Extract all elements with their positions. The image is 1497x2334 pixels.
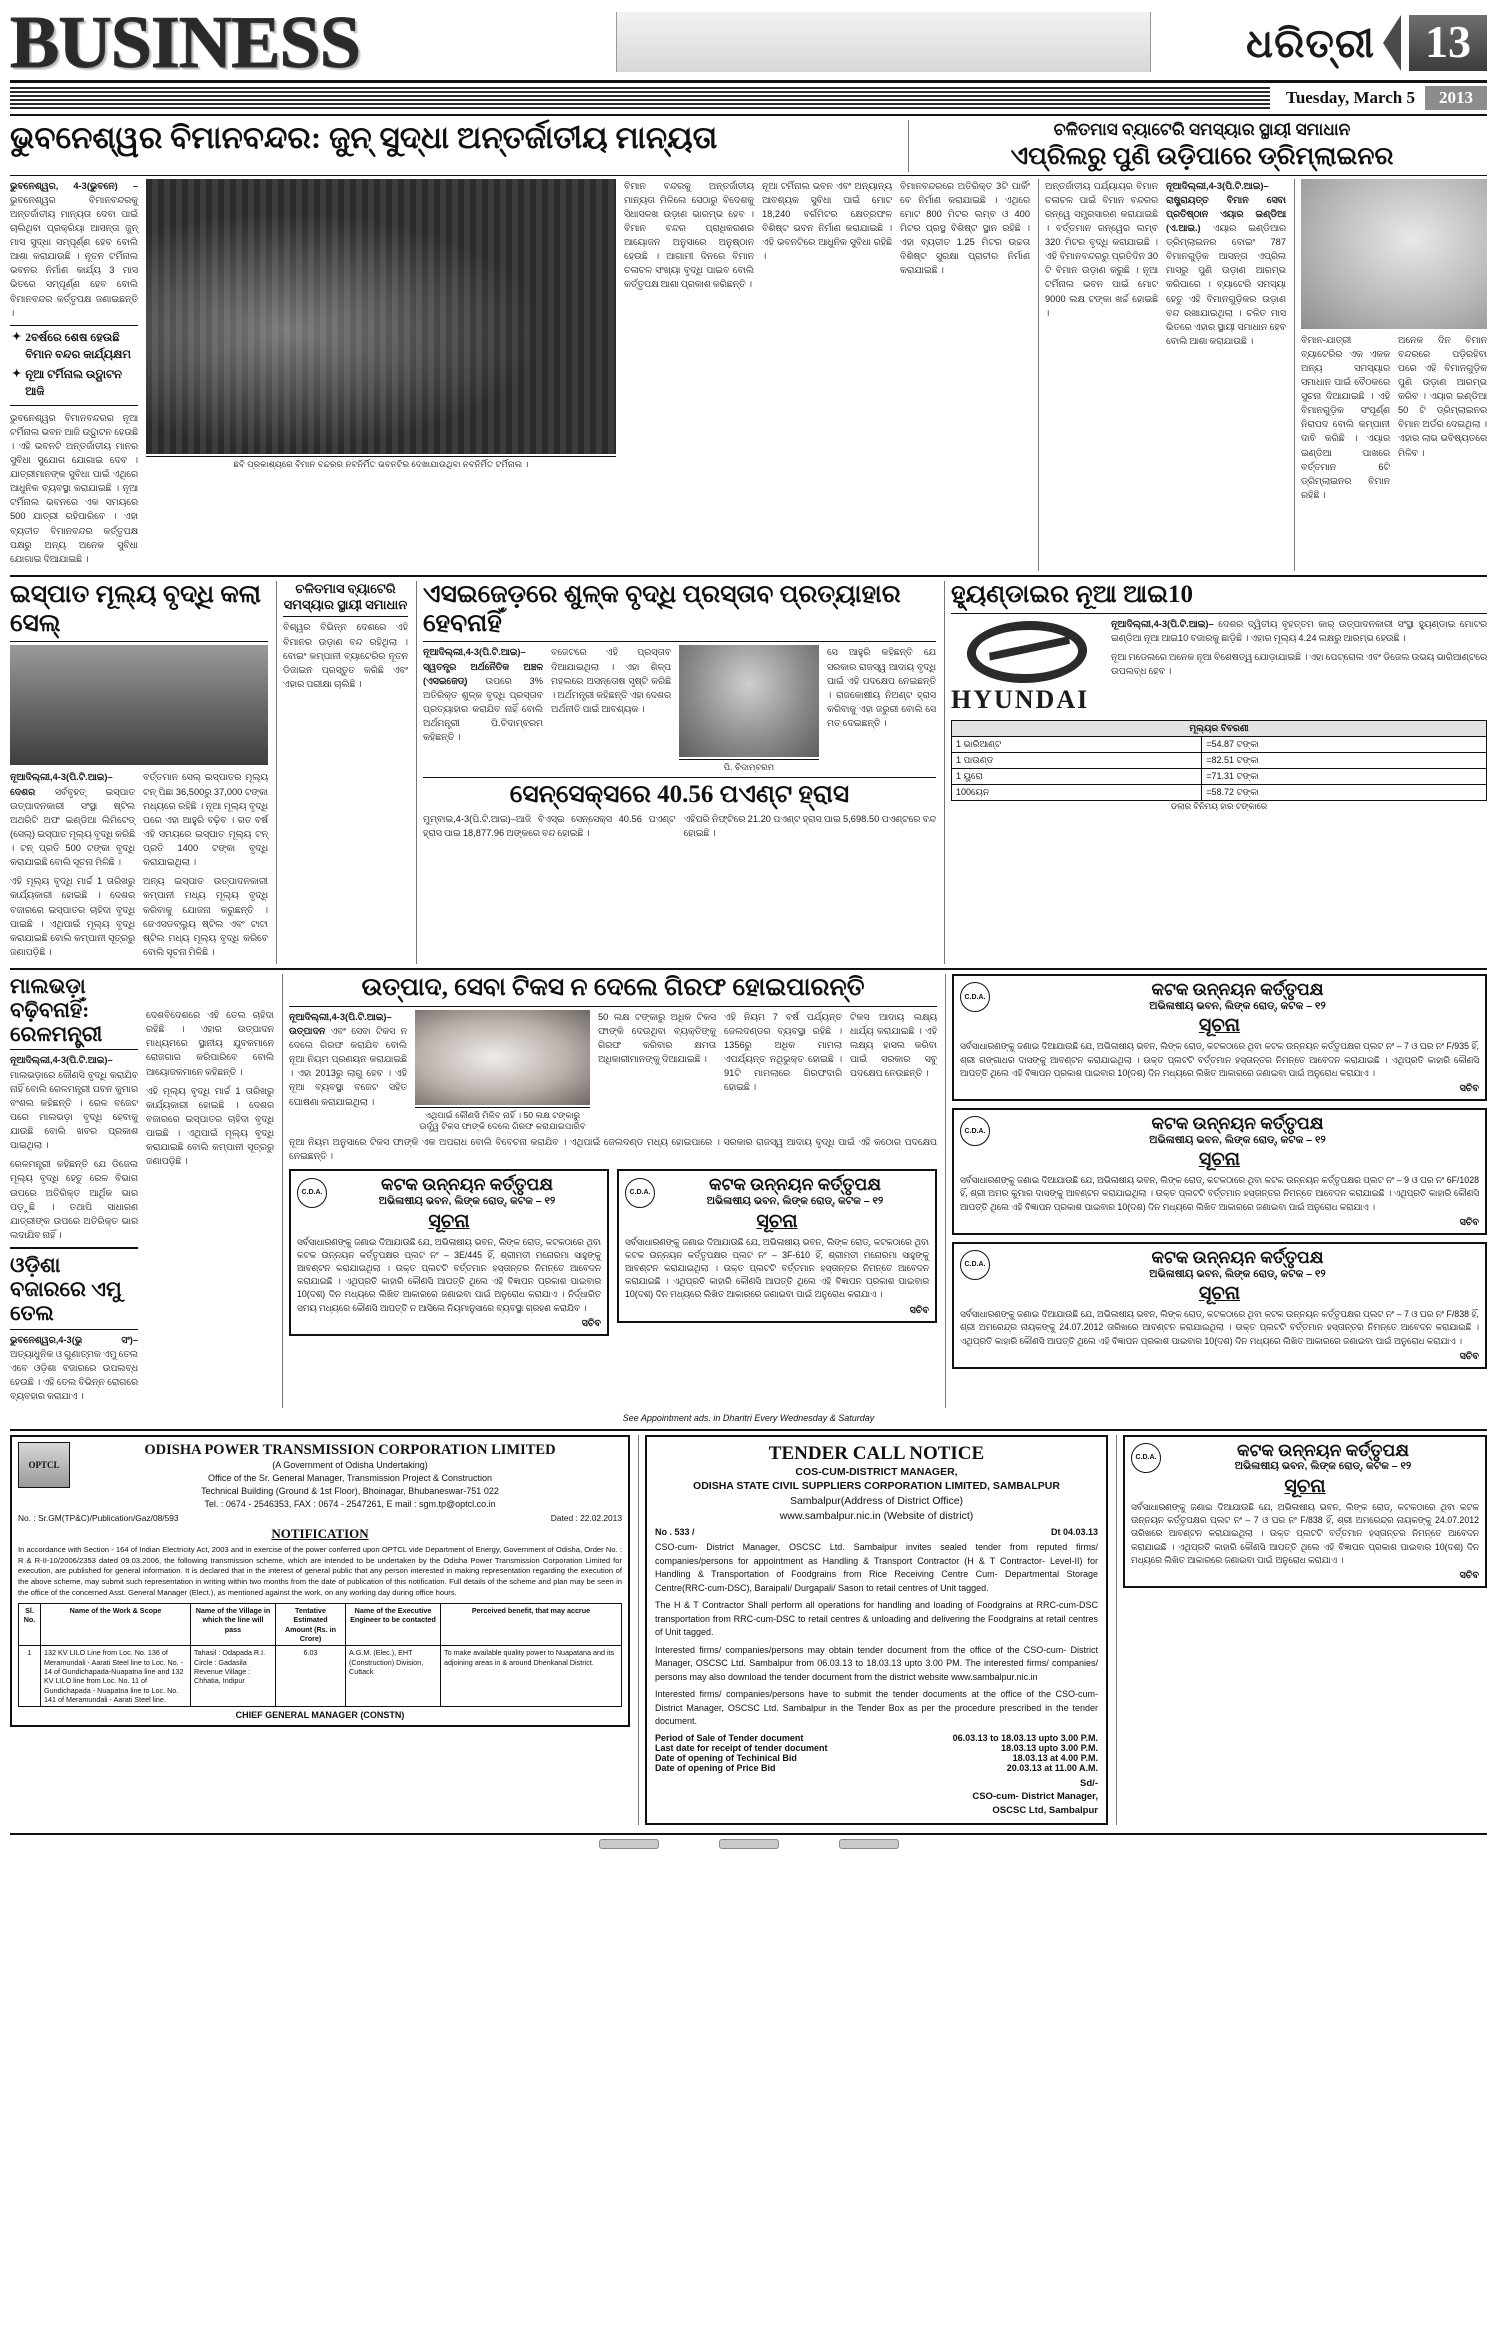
cda-notice-heading: ସୂଚନା [1198,1015,1241,1037]
airport-photo [146,179,616,454]
cda-notice-heading: ସୂଚନା [1198,1149,1241,1171]
airport-photo-caption: ଛବି ପ୍ରକାଶ୍ୟରେ ବିମାନ ବନ୍ଦରର ନବନିର୍ମିତ ଭବନଟିର ଦେଖାଯାଉଥିବା ନବନିର୍ମିତ ଟର୍ମିନାଲ । [146,456,616,470]
mid-kicker: ଚଳିତମାସ ବ୍ୟାଟେରି ସମସ୍ୟାର ସ୍ଥାୟୀ ସମାଧାନ [283,580,408,613]
cda-notice-4 [952,1108,1487,1235]
sez-para: ସେ ଆହୁରି କହିଛନ୍ତି ଯେ ସରକାର ରାଜସ୍ୱ ଆଦାୟ ବୃଦ୍ଧି ପାଇଁ ଏହି ପଦକ୍ଷେପ ନେଇଛନ୍ତି । ରାଜକୋଷୀୟ ନିଅଣ୍ଟ ହ୍ରାସ କରିବାକୁ ଏହା ଜରୁରୀ ବୋଲି ସେ ମତ ଦେଇଛନ୍ତି । [827,647,936,729]
lead-col-b [624,179,754,571]
dateline-date: Tuesday, March 5 [1276,86,1425,110]
sensex-para: ଏହିପରି ନିଫ୍‌ଟିରେ 21.20 ପଏଣ୍ଟ ହ୍ରାସ ପାଇ 5,698.50 ପଏଣ୍ଟରେ ବନ୍ଦ ହୋଇଛି । [683,814,936,839]
lead-para: ନୂଆ ଟର୍ମିନାଲ ଭବନ ଏବଂ ଅନ୍ୟାନ୍ୟ ଆବଶ୍ୟକ ସୁବିଧା ପାଇଁ ମୋଟ 18,240 ବର୍ଗମିଟର କ୍ଷେତ୍ରଫଳ ବିଶିଷ୍ଟ ଭବନ ନିର୍ମାଣ କରାଯାଇଛି । ଏହି ଭବନଟିରେ ଆଧୁନିକ ସୁବିଧା ରହିଛି । [762,180,892,262]
cda-signature: ସଚିବ [1459,1350,1479,1362]
price-row-value: =58.72 ଟଙ୍କା [1202,784,1487,800]
cda-subtitle: ଅଭିଳାଷୀୟ ଭବନ, ଲିଙ୍କ ରୋଡ୍, କଟକ – ୧୨ [1234,1460,1412,1473]
tender-sign-1: Sd/- [1080,1777,1098,1789]
cda-subtitle: ଅଭିଳାଷୀୟ ଭବନ, ଲିଙ୍କ ରୋଡ୍, କଟକ – ୧୨ [1149,1133,1326,1146]
footer-marker [719,1839,779,1849]
cda-signature: ସଚିବ [581,1317,601,1329]
lead-para: ବିମାନ ବନ୍ଦରକୁ ଅନ୍ତର୍ଜାତୀୟ ମାନ୍ୟତା ମିଳିଲେ ସେଠାରୁ ବିଦେଶକୁ ସିଧାସଳଖ ଉଡ଼ାଣ ଭାରମ୍ଭ ହେବ । ବିମାନ ବନ୍ଦର ପ୍ରାଧିକରଣର ଆୟୋଜନ ଅନୁସାରେ ଅନୁଷ୍ଠାନ ହେଉଛି । ଆଗାମୀ ଦିନରେ ବିମାନ ଚଳାଚଳ ସଂଖ୍ୟା ବୃଦ୍ଧି ପାଇବ ବୋଲି କର୍ତ୍ତୃପକ୍ଷ ଆଶା ପ୍ରକାଶ କରିଛନ୍ତି । [624,180,754,290]
table-row [19,1646,622,1707]
section-rule-1 [10,575,1487,577]
railway-para: ରେଳମନ୍ତ୍ରୀ କହିଛନ୍ତି ଯେ ଡିଜେଲ ମୂଲ୍ୟ ବୃଦ୍ଧି ହେତୁ ରେଳ ବିଭାଗ ଉପରେ ଅତିରିକ୍ତ ଆର୍ଥିକ ଭାର ପଡ଼ୁଛି । ତଥାପି ସାଧାରଣ ଯାତ୍ରୀଙ୍କ ଉପରେ ଅତିରିକ୍ତ ଭାର ଲଦାଯିବ ନାହିଁ । [10,1159,138,1240]
tender-label: Date of opening of Price Bid [655,1762,776,1773]
arrest-story [282,974,937,1408]
optcl-logo-label: OPTCL [28,1459,60,1470]
cda-signature: ସଚିବ [909,1304,929,1316]
cell-slno: 1 [19,1646,41,1707]
cda-notice-heading: ସୂଚନା [428,1210,470,1232]
cell-village: Tahasil : Odapada R.I. Circle : Gadasila Revenue Village : Chhatia, Indipur [191,1646,276,1707]
oil-headline: ଓଡ଼ିଶା ବଜାରରେ ଏମୁ ତେଲ [10,1253,122,1326]
tender-value: 18.03.13 at 4.00 P.M. [1012,1752,1098,1763]
optcl-subtitle: (A Government of Odisha Undertaking) [272,1459,428,1470]
cda-title: କଟକ ଉନ୍ନୟନ କର୍ତ୍ତୃପକ୍ଷ [709,1175,881,1195]
cda-notice-2 [617,1169,937,1342]
cda-subtitle: ଅଭିଳାଷୀୟ ଭବନ, ଲିଙ୍କ ରୋଡ୍, କଟକ – ୧୨ [706,1195,884,1208]
lead-headline: ଭୁବନେଶ୍ୱର ବିମାନବନ୍ଦର: ଜୁନ୍ ସୁଦ୍ଧା ଅନ୍ତର୍ଜାତୀୟ ମାନ୍ୟତା [10,120,718,156]
tender-schedule-row [655,1763,1098,1773]
cda-title: କଟକ ଉନ୍ନୟନ କର୍ତ୍ତୃପକ୍ଷ [1151,980,1324,1000]
hyundai-headline: ହ୍ୟୁଣ୍ଡାଇର ନୂଆ ଆଇ10 [951,580,1194,608]
top-headline-row [10,120,1487,171]
topright-sub-para: ଅନେକ ଦିନ ବିମାନ ବନ୍ଦରରେ ପଡ଼ିରହିବା ପରେ ଏହି ବିମାନଗୁଡ଼ିକ ପୁଣି ଉଡ଼ାଣ ଆରମ୍ଭ କରିବ । ଏୟାର ଇଣ୍ଡିଆ 50 ଟି ଡ୍ରିମ୍‌ଲାଇନର ବିମାନ ଅର୍ଡର ଦେଇଥିଲା । ଏହାର ଲାଭ ଭବିଷ୍ୟତରେ ମିଳିବ । [1398,334,1487,458]
lead-dateline: ଭୁବନେଶ୍ୱର, 4-3(ଭୁବନେ) – [10,180,138,191]
bullet-text: 2ବର୍ଷରେ ଶେଷ ହେଉଛି ବିମାନ ବନ୍ଦର କାର୍ଯ୍ୟକ୍ଷମ [25,331,131,361]
plane-photo-block [1294,179,1487,571]
hyundai-emblem-icon [964,621,1091,683]
cda-subtitle: ଅଭିଳାଷୀୟ ଭବନ, ଲିଙ୍କ ରୋଡ୍, କଟକ – ୧୨ [378,1195,556,1208]
topright-para: ଏୟାର ଇଣ୍ଡିଆର ଡ୍ରିମ୍‌ଲାଇନର ବୋଇଂ 787 ବିମାନଗୁଡ଼ିକ ଆସନ୍ତା ଏପ୍ରିଲ ମାସରୁ ପୁଣି ଉଡ଼ାଣ ଆରମ୍ଭ କରିପାରେ । ବ୍ୟାଟେରି ସମସ୍ୟା ହେତୁ ଏହି ବିମାନଗୁଡ଼ିକର ଉଡ଼ାଣ ବନ୍ଦ ରଖାଯାଇଥିଲା । ଚଳିତ ମାସ ଭିତରେ ଏହାର ସ୍ଥାୟୀ ସମାଧାନ ହେବ ବୋଲି ଆଶା କରାଯାଉଛି । [1166,222,1286,346]
top-content-row [10,179,1487,571]
steel-extra-col [276,581,408,964]
oil-dateline: ଭୁବନେଶ୍ୱର,4-3(ଭୁ ସଂ)– [10,1334,138,1345]
tender-body-1: CSO-cum- District Manager, OSCSC Ltd. Sambalpur invites sealed tender from reputed firms/ companies/persons for appointment as Handling & Transport Contractor (H & T Contractor- Level-II) for Handling & Transportation of Foodgrains from Rice Receiving Centre Cum- Departmental Storage Centre(RRC-cum-DSC), Baraipali/ Durgapali/ Sason to retail centres of Unit tagged. [655,1542,1098,1593]
price-row-label: 1 ଭାରିଆଣ୍ଟ [952,736,1202,752]
cda-logo-icon: C.D.A. [1131,1443,1161,1473]
sez-para: ବଜେଟରେ ଏହି ପ୍ରସ୍ତାବ ଦିଆଯାଇଥିଲା । ଏହା ଶିଳ୍ପ ମହଲରେ ଅସନ୍ତୋଷ ସୃଷ୍ଟି କରିଛି । ଅର୍ଥମନ୍ତ୍ରୀ କହିଛନ୍ତି ଏହା ଦେଶର ଅର୍ଥନୀତି ପାଇଁ ଆବଶ୍ୟକ । [551,647,671,714]
tender-sign-2: CSO-cum- District Manager, [972,1791,1098,1803]
topright-dateline: ନୂଆଦିଲ୍ଲୀ,4-3(ପି.ଟି.ଆଇ)–ରାଷ୍ଟ୍ରାୟତ୍ତ ବିମାନ ସେବା ପ୍ରତିଷ୍ଠାନ ଏୟାର ଇଣ୍ଡିଆ (ଏ.ଆଇ.) [1166,180,1286,233]
topright-col-a [1038,179,1158,571]
col-header-amount: Tentative Estimated Amount (Rs. in Crore) [276,1603,346,1645]
tender-schedule-row [655,1753,1098,1763]
col-header-benefit: Perceived benefit, that may accrue [441,1603,622,1645]
optcl-scheme-table [18,1603,622,1708]
price-row-label: 1 ପାଉଣ୍ଡ [952,752,1202,768]
lead-col-d [900,179,1030,571]
cell-benefit: To make available quality power to Nuapatana and its adjoining areas in & around Dhenkanal District. [441,1646,622,1707]
masthead-right [1157,8,1487,78]
lead-col-c [762,179,892,571]
dateline-year: 2013 [1425,86,1487,110]
cda-notice-3 [952,974,1487,1101]
cda-body: ସର୍ବସାଧାରଣଙ୍କୁ ଜଣାଇ ଦିଆଯାଉଛି ଯେ, ଅଭିଳାଷୀୟ ଭବନ, ଲିଙ୍କ ରୋଡ୍, କଟକଠାରେ ଥିବା କଟକ ଉନ୍ନୟନ କର୍ତ୍ତୃପକ୍ଷର ପ୍ଲଟ ନଂ – 3F-610 ହିଁ, ଶ୍ରୀମତୀ ମନୋରମା ସାହୁଙ୍କୁ ଆବଣ୍ଟନ କରାଯାଇଥିଲା । ଉକ୍ତ ପ୍ଲଟଟି ବର୍ତ୍ତମାନ ହସ୍ତାନ୍ତର ନିମନ୍ତେ ଆବେଦନ କରାଯାଇଛି । ଏଥିପ୍ରତି କାହାରି କୌଣସି ଆପତ୍ତି ଥିଲେ ଏହି ବିଜ୍ଞାପନ ପ୍ରକାଶ ପାଇବାର 10(ଦଶ) ଦିନ ମଧ୍ୟରେ ଲିଖିତ ଆକାରରେ ଜଣାଇବା ପାଇଁ ଅନୁରୋଧ କରାଯାଏ । [625,1236,929,1300]
tender-schedule-row [655,1743,1098,1753]
table-header-row [19,1603,622,1645]
cda-logo-icon: C.D.A. [960,982,990,1012]
cda-notice-5 [952,1242,1487,1369]
arrest-para: ଏବଂ ସେବା ଟିକସ ନ ଦେଲେ ଗିରଫ କରାଯିବ ବୋଲି ନୂଆ ନିୟମ ପ୍ରଣୟନ କରାଯାଇଛି । ଏହା 2013ରୁ ଲାଗୁ ହେବ । ଏହି ନୂଆ ବ୍ୟବସ୍ଥା ବଜେଟ ସହିତ ଘୋଷଣା କରାଯାଇଥିଲା । [289,1025,407,1107]
mid-para: ବିଶ୍ୱର ବିଭିନ୍ନ ଦେଶରେ ଏହି ବିମାନର ଉଡ଼ାଣ ବନ୍ଦ ରହିଥିଲା । ବୋଇଂ କମ୍ପାନୀ ବ୍ୟାଟେରିର ନୂତନ ଡିଜାଇନ ପ୍ରସ୍ତୁତ କରିଛି ଏବଂ ଏହାର ପରୀକ୍ଷା ଚାଲିଛି । [283,622,408,689]
filler-para: ଏହି ମୂଲ୍ୟ ବୃଦ୍ଧି ମାର୍ଚ୍ଚ 1 ତାରିଖରୁ କାର୍ଯ୍ୟକାରୀ ହୋଇଛି । ଦେଶର ବଜାରରେ ଇସ୍ପାତର ଚାହିଦା ବୃଦ୍ଧି ପାଇଛି । ଏଥିପାଇଁ ମୂଲ୍ୟ ବୃଦ୍ଧି କରାଯାଇଛି ବୋଲି କମ୍ପାନୀ ସୂତ୍ରରୁ ଜଣାପଡ଼ିଛି । [146,1085,274,1167]
sez-para: ଉପରେ 3% ଅତିରିକ୍ତ ଶୁଳ୍କ ବୃଦ୍ଧି ପ୍ରସ୍ତାବ ପ୍ରତ୍ୟାହାର କରାଯିବ ନାହିଁ ବୋଲି ଅର୍ଥମନ୍ତ୍ରୀ ପି.ଚିଦାମ୍ବରମ କହିଛନ୍ତି । [423,675,543,743]
cda-title: କଟକ ଉନ୍ନୟନ କର୍ତ୍ତୃପକ୍ଷ [1237,1440,1409,1460]
arrest-para: ନୂଆ ନିୟମ ଅନୁସାରେ ଟିକସ ଫାଙ୍କି ଏକ ଅପରାଧ ବୋଲି ବିବେଚନା କରାଯିବ । ଏଥିପାଇଁ ଜେଲଦଣ୍ଡ ମଧ୍ୟ ହୋଇପାରେ । ସରକାର ରାଜସ୍ୱ ଆଦାୟ ବୃଦ୍ଧି ପାଇଁ ଏହି କଠୋର ପଦକ୍ଷେପ ନେଇଛନ୍ତି । [289,1137,937,1162]
cda-title: କଟକ ଉନ୍ନୟନ କର୍ତ୍ତୃପକ୍ଷ [1151,1247,1324,1267]
steel-dateline: ନୂଆଦିଲ୍ଲୀ,4-3(ପି.ଟି.ଆଇ)–ଦେଶର [10,772,113,797]
left-stories-col-b [146,974,274,1408]
oil-para: ଦେଶବିଦେଶରେ ଏହି ତେଲ ଚାହିଦା ରହିଛି । ଏହାର ଉତ୍ପାଦନ ମାଧ୍ୟମରେ ସ୍ଥାନୀୟ ଯୁବକମାନେ ରୋଜଗାର କରିପାରିବେ ବୋଲି ଆୟୋଜକମାନେ କହିଛନ୍ତି । [146,1010,274,1077]
tender-sign-3: OSCSC Ltd, Sambalpur [992,1804,1098,1816]
hyundai-para: ନୂଆ ମଡେଲରେ ଅନେକ ନୂଆ ବିଶେଷତ୍ୱ ଯୋଡ଼ାଯାଇଛି । ଏହା ପେଟ୍ରୋଲ ଏବଂ ଡିଜେଲ ଉଭୟ ଭାରିଆଣ୍ଟରେ ଉପଲବ୍ଧ ହେବ । [1111,651,1487,677]
money-photo-caption: ଏଥିପାଇଁ କୌଣସି ମିଳିବ ନାହିଁ । 50 ଲକ୍ଷ ଟଙ୍କାରୁ ଊର୍ଦ୍ଧ୍ୱ ଟିକସ ଫାଙ୍କି ଦେଲେ ଗିରଫ କରାଯାଇପାରିବ [415,1107,590,1132]
arrest-headline: ଉତ୍ପାଦ, ସେବା ଟିକସ ନ ଦେଲେ ଗିରଫ ହୋଇପାରନ୍ତି [361,974,865,1002]
bottom-right-col [1116,1435,1487,1825]
lead-intro-text: ଭୁବନେଶ୍ୱର ବିମାନବନ୍ଦରକୁ ଅନ୍ତର୍ଜାତୀୟ ମାନ୍ୟତା ଦେବା ପାଇଁ ଚାଲିଥିବା ପ୍ରକ୍ରିୟା ଆସନ୍ତା ଜୁନ୍ ମାସ ସୁଦ୍ଧା ସମ୍ପୂର୍ଣ୍ଣ ହେବ ବୋଲି ଆଶା କରାଯାଉଛି । ନୂତନ ଟର୍ମିନାଲ ଭବନର ନିର୍ମାଣ କାର୍ଯ୍ୟ 3 ମାସ ଭିତରେ ସମ୍ପୂର୍ଣ୍ଣ ହେବ ବୋଲି ବିମାନବନ୍ଦର କର୍ତ୍ତୃପକ୍ଷ ଜଣାଇଛନ୍ତି । [10,194,138,318]
cda-notice-1 [289,1169,609,1342]
cda-notice-heading: ସୂଚନା [756,1210,798,1232]
topright-headline-block [908,120,1487,171]
railway-dateline: ନୂଆଦିଲ୍ଲୀ,4-3(ପି.ଟି.ଆଇ)– [10,1055,113,1066]
masthead [10,2,1487,84]
lead-headline-block [10,120,900,171]
tender-no: No . 533 / [655,1527,695,1538]
cda-logo-icon: C.D.A. [960,1250,990,1280]
lead-photo-block [146,179,616,571]
chidambaram-photo [679,645,819,757]
col-header-work: Name of the Work & Scope [41,1603,191,1645]
bullet-text: ନୂଆ ଟର୍ମିନାଲ ଉଦ୍ଘାଟନ ଆଜି [25,369,122,398]
cda-body: ସର୍ବସାଧାରଣଙ୍କୁ ଜଣାଇ ଦିଆଯାଉଛି ଯେ, ଅଭିଳାଷୀୟ ଭବନ, ଲିଙ୍କ ରୋଡ୍, କଟକଠାରେ ଥିବା କଟକ ଉନ୍ନୟନ କର୍ତ୍ତୃପକ୍ଷର ପ୍ଲଟ ନଂ – 7 ଓ ଘର ନଂ F/838 ହିଁ, ଶ୍ରୀ ଅମରେନ୍ଦ୍ର ନାୟକଙ୍କୁ 24.07.2012 ତାରିଖରେ ଆବଣ୍ଟନ କରାଯାଇଥିଲା । ଉକ୍ତ ପ୍ଲଟଟି ବର୍ତ୍ତମାନ ହସ୍ତାନ୍ତର ନିମନ୍ତେ ଆବେଦନ କରାଯାଇଛି । ଏଥିପ୍ରତି କାହାରି କୌଣସି ଆପତ୍ତି ଥିଲେ ଏହି ବିଜ୍ଞାପନ ପ୍ରକାଶ ପାଇବାର 10(ଦଶ) ଦିନ ମଧ୍ୟରେ ଲିଖିତ ଆକାରରେ ଜଣାଇବା ପାଇଁ ଅନୁରୋଧ କରାଯାଏ । [960,1309,1479,1346]
optcl-title: ODISHA POWER TRANSMISSION CORPORATION LIMITED [144,1441,556,1458]
tender-line-1: COS-CUM-DISTRICT MANAGER, [795,1465,958,1478]
bottom-ads-row [10,1435,1487,1825]
topright-kicker: ଚଳିତମାସ ବ୍ୟାଟେରି ସମସ୍ୟାର ସ୍ଥାୟୀ ସମାଧାନ [1053,120,1351,140]
tender-body-2: The H & T Contractor Shall perform all operations for handling and loading of Foodgrains at RRC-cum-DSC transportation from RRC-cum-DSC to retail centres & unloading and delivering the Foodgrains at retail centres of Unit tagged. [655,1600,1098,1638]
optcl-ad [10,1435,630,1825]
cda-body: ସର୍ବସାଧାରଣଙ୍କୁ ଜଣାଇ ଦିଆଯାଉଛି ଯେ, ଅଭିଳାଷୀୟ ଭବନ, ଲିଙ୍କ ରୋଡ୍, କଟକଠାରେ ଥିବା କଟକ ଉନ୍ନୟନ କର୍ତ୍ତୃପକ୍ଷର ପ୍ଲଟ ନଂ – 9 ଓ ଘର ନଂ 6F/1028 ହିଁ, ଶ୍ରୀ ଅମର କୁମାର ଦାସଙ୍କୁ ଆବଣ୍ଟନ କରାଯାଇଥିଲା । ଉକ୍ତ ପ୍ଲଟଟି ବର୍ତ୍ତମାନ ହସ୍ତାନ୍ତର ନିମନ୍ତେ ଆବେଦନ କରାଯାଇଛି । ଏଥିପ୍ରତି କାହାରି କୌଣସି ଆପତ୍ତି ଥିଲେ ଏହି ବିଜ୍ଞାପନ ପ୍ରକାଶ ପାଇବାର 10(ଦଶ) ଦିନ ମଧ୍ୟରେ ଲିଖିତ ଆକାରରେ ଜଣାଇବା ପାଇଁ ଅନୁରୋଧ କରାଯାଏ । [960,1175,1479,1212]
lead-para: ଭୁବନେଶ୍ୱର ବିମାନବନ୍ଦରର ନୂଆ ଟର୍ମିନାଲ ଭବନ ଆଜି ଉଦ୍ଘାଟନ ହେଉଛି । ଏହି ଭବନଟି ଅନ୍ତର୍ଜାତୀୟ ମାନର ସୁବିଧା ସୁଯୋଗ ଯୋଗାଇ ଦେବ । ଯାତ୍ରୀମାନଙ୍କ ସୁବିଧା ପାଇଁ ଏଥିରେ ଆଧୁନିକ ବ୍ୟବସ୍ଥା କରାଯାଇଛି । ନୂଆ ଟର୍ମିନାଲ ଭବନରେ ଏକ ସମୟରେ 500 ଯାତ୍ରୀ ରହିପାରିବେ । ଏହା ବ୍ୟତୀତ ବିମାନବନ୍ଦର କର୍ତ୍ତୃପକ୍ଷ ପକ୍ଷରୁ ଅନ୍ୟ ଅନେକ ସୁବିଧା ଯୋଗାଇ ଦିଆଯାଇଛି । [10,412,138,564]
tender-schedule-row [655,1733,1098,1743]
cda-notice-heading: ସୂଚନା [1284,1476,1326,1498]
cda-body: ସର୍ବସାଧାରଣଙ୍କୁ ଜଣାଇ ଦିଆଯାଉଛି ଯେ, ଅଭିଳାଷୀୟ ଭବନ, ଲିଙ୍କ ରୋଡ୍, କଟକଠାରେ ଥିବା କଟକ ଉନ୍ନୟନ କର୍ତ୍ତୃପକ୍ଷର ପ୍ଲଟ ନଂ – 7 ଓ ଘର ନଂ F/838 ହିଁ, ଶ୍ରୀ ଅମରେନ୍ଦ୍ର ନାୟକଙ୍କୁ 24.07.2012 ତାରିଖରେ ଆବଣ୍ଟନ କରାଯାଇଥିଲା । ଉକ୍ତ ପ୍ଲଟଟି ବର୍ତ୍ତମାନ ହସ୍ତାନ୍ତର ନିମନ୍ତେ ଆବେଦନ କରାଯାଇଛି । ଏଥିପ୍ରତି କାହାରି କୌଣସି ଆପତ୍ତି ଥିଲେ ଏହି ବିଜ୍ଞାପନ ପ୍ରକାଶ ପାଇବାର 10(ଦଶ) ଦିନ ମଧ୍ୟରେ ଲିଖିତ ଆକାରରେ ଜଣାଇବା ପାଇଁ ଅନୁରୋଧ କରାଯାଏ । [1131,1502,1479,1565]
tender-ad [638,1435,1108,1825]
optcl-signature: CHIEF GENERAL MANAGER (CONSTN) [235,1710,405,1721]
cda-logo-icon: C.D.A. [960,1116,990,1146]
second-band [10,581,1487,964]
arrest-para: 50 ଲକ୍ଷ ଟଙ୍କାରୁ ଅଧିକ ଟିକସ ଫାଙ୍କି ଦେଉଥିବା ବ୍ୟକ୍ତିଙ୍କୁ ଗିରଫ କରିବାର କ୍ଷମତା ଅଧିକାରୀମାନଙ୍କୁ ଦିଆଯାଇଛି । [598,1011,716,1065]
lead-para: ବିମାନବନ୍ଦରରେ ଅତିରିକ୍ତ 3ଟି ପାର୍କିଂ ବେ ନିର୍ମାଣ କରାଯାଇଛି । ଏଥିରେ ମୋଟ 800 ମିଟର ଲମ୍ବ ଓ 400 ମିଟର ପ୍ରସ୍ଥ ବିଶିଷ୍ଟ ସ୍ଥାନ ରହିଛି । ଏହା ବ୍ୟତୀତ 1.25 ମିଟର ଉଚ୍ଚତା ବିଶିଷ୍ଟ ସୁରକ୍ଷା ପ୍ରାଚୀର ନିର୍ମାଣ କରାଯାଇଛି । [900,180,1030,276]
cda-title: କଟକ ଉନ୍ନୟନ କର୍ତ୍ତୃପକ୍ଷ [1151,1113,1324,1133]
tender-line-2: ODISHA STATE CIVIL SUPPLIERS CORPORATION LIMITED, SAMBALPUR [693,1480,1060,1493]
cda-subtitle: ଅଭିଳାଷୀୟ ଭବନ, ଲିଙ୍କ ରୋଡ୍, କଟକ – ୧୨ [1149,1267,1326,1280]
money-photo-block [415,1010,590,1132]
chidambaram-photo-block [679,645,819,773]
railway-headline: ମାଲଭଡ଼ା ବଢ଼ିବନାହିଁ: ରେଳମନ୍ତ୍ରୀ [10,974,103,1047]
optcl-address-2: Technical Building (Ground & 1st Floor), Bhoinagar, Bhubaneswar-751 022 [201,1485,499,1496]
cell-amount: 6.03 [276,1646,346,1707]
price-row-value: =82.51 ଟଙ୍କା [1202,752,1487,768]
footer-marker [839,1839,899,1849]
sez-story [416,581,936,964]
price-table-title: ମୂଲ୍ୟର ବିବରଣୀ [952,720,1487,736]
price-row-label: 100ୟେନ [952,784,1202,800]
cda-logo-icon: C.D.A. [297,1178,327,1208]
section-rule-2 [10,968,1487,970]
tender-label: Period of Sale of Tender document [655,1732,804,1743]
col-header-engineer: Name of the Executive Engineer to be contacted [346,1603,441,1645]
bullet-dot-icon: ✦ [12,330,22,343]
price-row-value: =71.31 ଟଙ୍କା [1202,768,1487,784]
tender-value: 18.03.13 upto 3.00 P.M. [1001,1742,1098,1753]
price-table-note: ଡଲାର ବିନିମୟ ହାର ଟଙ୍କାରେ [1170,800,1268,811]
steel-workers-photo [10,645,268,765]
hyundai-para: ଦେଶର ଦ୍ୱିତୀୟ ବୃହତ୍ତମ କାର୍ ଉତ୍ପାଦନକାରୀ ସଂସ୍ଥା ହ୍ୟୁଣ୍ଡାଇ ମୋଟର ଇଣ୍ଡିଆ ନୂଆ ଆଇ10 ବଜାରକୁ ଛାଡ଼ିଛି । ଏହାର ମୂଲ୍ୟ 4.24 ଲକ୍ଷରୁ ଆରମ୍ଭ ହେଉଛି । [1111,618,1487,643]
tender-value: 20.03.13 at 11.00 A.M. [1006,1762,1098,1773]
price-row-value: =54.87 ଟଙ୍କା [1202,736,1487,752]
topright-col-b [1166,179,1286,571]
lead-para: ଅନ୍ତର୍ଜାତୀୟ ପର୍ଯ୍ୟାୟର ବିମାନ ଚଳାଚଳ ପାଇଁ ବିମାନ ବନ୍ଦରର ରନ୍‌ୱେ ସମ୍ପ୍ରସାରଣ କରାଯାଇଛି । ବର୍ତ୍ତମାନ ରନ୍‌ୱେର ଲମ୍ବ 320 ମିଟର ବୃଦ୍ଧି କରାଯାଇଛି । ଏହି ବିମାନବନ୍ଦରରୁ ପ୍ରତିଦିନ 30 ଟି ବିମାନ ଉଡ଼ାଣ କରୁଛି । ନୂଆ ଟର୍ମିନାଲ ଭବନ ପାଇଁ ମୋଟ 9000 ଲକ୍ଷ ଟଙ୍କା ଖର୍ଚ୍ଚ ହୋଇଛି । [1045,180,1158,318]
tender-line-3: Sambalpur(Address of District Office) [789,1495,964,1508]
hyundai-logo-block [951,617,1103,715]
topright-sub-para: ବିମାନ-ଯାତ୍ରୀ ବ୍ୟାଟେରିର ଏକ ଏକକ ଅନ୍ୟ ସମସ୍ୟାର ସମାଧାନ ପାଇଁ ବୈଠକରେ ସୁଚନା ଦିଆଯାଇଛି । ଏହି ବିମାନଗୁଡ଼ିକ ସଂପୂର୍ଣ୍ଣ ନିରାପଦ ବୋଲି କମ୍ପାନୀ ଦାବି କରିଛି । ଏୟାର ଇଣ୍ଡିଆ ପାଖରେ ବର୍ତ୍ତମାନ 6ଟି ଡ୍ରିମ୍‌ଲାଇନର ବିମାନ ରହିଛି । [1301,334,1390,500]
left-stories-col [10,974,138,1408]
hyundai-dateline: ନୂଆଦିଲ୍ଲୀ,4-3(ପି.ଟି.ଆଇ)– [1111,618,1214,629]
dateline [10,86,1487,110]
steel-headline: ଇସ୍ପାତ ମୂଲ୍ୟ ବୃଦ୍ଧି କଲା ସେଲ୍ [10,580,262,637]
hyundai-story [944,581,1487,964]
tender-label: Date of opening of Techinical Bid [655,1752,797,1763]
section-title: BUSINESS [10,2,360,84]
see-appointment-ads-note: See Appointment ads. in Dharitri Every Wednesday & Saturday [622,1413,875,1424]
optcl-logo-icon [18,1442,70,1488]
cda-signature: ସଚିବ [1459,1569,1479,1581]
sez-headline: ଏସଇଜେଡ଼ରେ ଶୁଳ୍କ ବୃଦ୍ଧି ପ୍ରସ୍ତାବ ପ୍ରତ୍ୟାହାର ହେବନାହିଁ [423,580,901,637]
arrest-para: ଟିକସ ଆଦାୟ ଲକ୍ଷ୍ୟ ଧାର୍ଯ୍ୟ କରାଯାଇଛି । ଏହି ଲକ୍ଷ୍ୟ ହାସଲ କରିବା ପାଇଁ ସରକାର ସବୁ ପଦକ୍ଷେପ ନେଉଛନ୍ତି । [850,1011,937,1079]
chidambaram-caption: ପି. ଚିଦାମ୍ବରମ [679,759,819,773]
lead-col-a [10,411,138,566]
cell-engineer: A.G.M. (Elec.), EHT (Construction) Division, Cuttack [346,1646,441,1707]
publication-logo: ଧରିତ୍ରୀ [1246,20,1375,66]
section-rule-3 [10,1429,1487,1431]
tender-body-4: Interested firms/ companies/persons have to submit the tender documents at the office of the CSO-cum- District Manager, OSCSC Ltd. Sambalpur in the Tender Box as per the procedure prescribed in the tender document. [655,1689,1098,1727]
lead-dateline-para [10,179,138,320]
cda-body: ସର୍ବସାଧାରଣଙ୍କୁ ଜଣାଇ ଦିଆଯାଉଛି ଯେ, ଅଭିଳାଷୀୟ ଭବନ, ଲିଙ୍କ ରୋଡ୍, କଟକଠାରେ ଥିବା କଟକ ଉନ୍ନୟନ କର୍ତ୍ତୃପକ୍ଷର ପ୍ଲଟ ନଂ – 3E/445 ହିଁ, ଶ୍ରୀମତୀ ମନୋରମା ସାହୁଙ୍କୁ ଆବଣ୍ଟନ କରାଯାଇଥିଲା । ଉକ୍ତ ପ୍ଲଟଟି ବର୍ତ୍ତମାନ ହସ୍ତାନ୍ତର ନିମନ୍ତେ ଆବେଦନ କରାଯାଇଛି । ଏଥିପ୍ରତି କାହାରି କୌଣସି ଆପତ୍ତି ଥିଲେ ଏହି ବିଜ୍ଞାପନ ପ୍ରକାଶ ପାଇବାର 10(ଦଶ) ଦିନ ମଧ୍ୟରେ ଲିଖିତ ଆକାରରେ ଜଣାଇବା ପାଇଁ ଅନୁରୋଧ କରାଯାଏ । ନିର୍ଦ୍ଧାରିତ ସମୟ ମଧ୍ୟରେ କୌଣସି ଆପତ୍ତି ନ ଆସିଲେ ନିୟମାନୁସାରେ ବ୍ୟବସ୍ଥା ଗ୍ରହଣ କରାଯିବ । [297,1236,601,1313]
dateline-stripes [10,87,1270,109]
footer-strip [10,1833,1487,1849]
masthead-rule [10,114,1487,116]
cda-signature: ସଚିବ [1459,1216,1479,1228]
sensex-headline: ସେନ୍‌ସେକ୍ସରେ 40.56 ପଏଣ୍ଟ ହ୍ରାସ [509,780,850,808]
sez-dateline: ନୂଆଦିଲ୍ଲୀ,4-3(ପି.ଟି.ଆଇ)–ସ୍ୱତନ୍ତ୍ର ଅର୍ଥନୈତିକ ଅଞ୍ଚଳ (ଏସଇଜେଡ୍) [423,647,543,686]
oil-para: ଅତ୍ୟାଧୁନିକ ଓ ଗୁଣାତ୍ମକ ଏମୁ ତେଲ ଏବେ ଓଡ଼ିଶା ବଜାରରେ ଉପଲବ୍ଧ ହେଉଛି । ଏହି ତେଲ ବିଭିନ୍ନ ରୋଗରେ ବ୍ୟବହାର କରାଯାଏ । [10,1348,138,1401]
tender-value: 06.03.13 to 18.03.13 upto 3.00 P.M. [952,1732,1098,1743]
steel-para: ଅନ୍ୟ ଇସ୍ପାତ ଉତ୍ପାଦନକାରୀ କମ୍ପାନୀ ମଧ୍ୟ ମୂଲ୍ୟ ବୃଦ୍ଧି କରିବାକୁ ଯୋଜନା କରୁଛନ୍ତି । ଜେଏସଡବ୍ଲ୍ୟୁ ଷ୍ଟିଲ ଏବଂ ଟାଟା ଷ୍ଟିଲ ମଧ୍ୟ ମୂଲ୍ୟ ବୃଦ୍ଧି କରିବେ ବୋଲି ସୂଚନା ମିଳିଛି । [143,876,268,957]
sensex-para: ମୁମ୍ବାଇ,4-3(ପି.ଟି.ଆଇ)–ଆଜି ବିଏସ୍ଇ ସେନ୍‌ସେକ୍ସ 40.56 ପଏଣ୍ଟ ହ୍ରାସ ପାଇ 18,877.96 ଅଙ୍କରେ ବନ୍ଦ ହୋଇଛି । [423,814,676,839]
cda-title: କଟକ ଉନ୍ନୟନ କର୍ତ୍ତୃପକ୍ଷ [381,1175,553,1195]
masthead-gradient-bar [616,12,1151,72]
headline-rule [10,175,1487,176]
footer-marker [599,1839,659,1849]
optcl-paragraph: In accordance with Section - 164 of Indian Electricity Act, 2003 and in exercise of the power conferred upon OPTCL vide Department of Energy, Government of Odisha, Order No. : R & R-II-10/2006/2353 dated 09.03.2006, the following transmission scheme, which are intended to be undertaken by the Odisha Power Transmission Corporation Limited for execution, are published for general information. It is declared that in the interest of general public that any person interested in making representation regarding the execution of the above scheme, may submit such representation in writing within two months from the date of publication of this notification. Full details of the scheme and plan may be seen in the office of the concerned Asst. General Manager (Elect.), as mentioned against the work, on any working day during office hours. [18,1544,622,1598]
cda-logo-icon: C.D.A. [625,1178,655,1208]
right-cda-column [945,974,1487,1408]
tender-label: Last date for receipt of tender document [655,1742,828,1753]
steel-story [10,581,268,964]
price-row-label: 1 ୟୁରୋ [952,768,1202,784]
col-header-slno: Sl. No. [19,1603,41,1645]
hyundai-wordmark: HYUNDAI [951,684,1090,714]
page-number: 13 [1409,15,1487,71]
cell-work: 132 KV LILO Line from Loc. No. 136 of Meramundali - Aarati Steel line to Loc. No. - 14 of Gundichapada-Nuapatna line and 132 KV LILO line from Loc. No. 11 of Gundichapada - Nuapatna line to Loc. No. 141 of Meramundali - Aarati Steel line. [41,1646,191,1707]
page-arrow-icon [1383,15,1401,71]
optcl-notification-title: NOTIFICATION [271,1525,369,1541]
tender-body-3: Interested firms/ companies/persons may obtain tender document from the office of the CSO-cum- District Manager, OSCSC Ltd. Sambalpur from 06.03.13 to 18.03.13 upto 3.00 PM. The interested firms/ companies/ persons may also download the tender document from the district website www.sambalpur.nic.in [655,1644,1098,1682]
col-header-village: Name of the Village in which the line will pass [191,1603,276,1645]
bullet-item [12,330,136,363]
currency-rate-table [951,720,1487,801]
third-band [10,974,1487,1408]
optcl-address-1: Office of the Sr. General Manager, Transmission Project & Construction [208,1472,492,1483]
lead-intro-col [10,179,138,571]
section-title-block [10,2,610,84]
bullet-item [12,367,136,400]
cda-signature: ସଚିବ [1459,1082,1479,1094]
tender-date: Dt 04.03.13 [1050,1527,1098,1538]
bullet-dot-icon: ✦ [12,368,22,381]
arrest-dateline: ନୂଆଦିଲ୍ଲୀ,4-3(ପି.ଟି.ଆଇ)–ଉତ୍ପାଦନ [289,1011,392,1036]
railway-para: ମାଲଭଡ଼ାରେ କୌଣସି ବୃଦ୍ଧି କରାଯିବ ନାହିଁ ବୋଲି ରେଳମନ୍ତ୍ରୀ ପବନ କୁମାର ବଂଶଲ କହିଛନ୍ତି । ରେଳ ବଜେଟ ପରେ ମାଲଭଡ଼ା ବୃଦ୍ଧି ହେବାକୁ ଯାଉଛି ବୋଲି ଖବର ପ୍ରକାଶ ପାଇଥିଲା । [10,1069,138,1151]
tender-title: TENDER CALL NOTICE [768,1442,985,1464]
steel-para: ବର୍ତ୍ତମାନ ସେଲ୍ ଇସ୍ପାତର ମୂଲ୍ୟ ଟନ୍ ପିଛା 36,500ରୁ 37,000 ଟଙ୍କା ମଧ୍ୟରେ ରହିଛି । ନୂଆ ମୂଲ୍ୟ ବୃଦ୍ଧି ପରେ ଏହା ଆହୁରି ବଢ଼ିବ । ଗତ ବର୍ଷ ଏହି ସମୟରେ ଇସ୍ପାତ ମୂଲ୍ୟ ଟନ୍ ପ୍ରତି 1400 ଟଙ୍କା ବୃଦ୍ଧି କରାଯାଇଥିଲା । [143,772,268,868]
steel-para: ଏହି ମୂଲ୍ୟ ବୃଦ୍ଧି ମାର୍ଚ୍ଚ 1 ତାରିଖରୁ କାର୍ଯ୍ୟକାରୀ ହୋଇଛି । ଦେଶର ବଜାରରେ ଇସ୍ପାତର ଚାହିଦା ବୃଦ୍ଧି ପାଇଛି । ଏଥିପାଇଁ ମୂଲ୍ୟ ବୃଦ୍ଧି କରାଯାଇଛି ବୋଲି କମ୍ପାନୀ ସୂତ୍ରରୁ ଜଣାପଡ଼ିଛି । [10,876,135,957]
cda-body: ସର୍ବସାଧାରଣଙ୍କୁ ଜଣାଇ ଦିଆଯାଉଛି ଯେ, ଅଭିଳାଷୀୟ ଭବନ, ଲିଙ୍କ ରୋଡ୍, କଟକଠାରେ ଥିବା କଟକ ଉନ୍ନୟନ କର୍ତ୍ତୃପକ୍ଷର ପ୍ଲଟ ନଂ – 7 ଓ ଘର ନଂ F/935 ହିଁ, ଶ୍ରୀ ଗଙ୍ଗାଧର ଦାସଙ୍କୁ ଆବଣ୍ଟନ କରାଯାଇଥିଲା । ଉକ୍ତ ପ୍ଲଟଟି ବର୍ତ୍ତମାନ ହସ୍ତାନ୍ତର ନିମନ୍ତେ ଆବେଦନ କରାଯାଇଛି । ଏଥିପ୍ରତି କାହାରି କୌଣସି ଆପତ୍ତି ଥିଲେ ଏହି ବିଜ୍ଞାପନ ପ୍ରକାଶ ପାଇବାର 10(ଦଶ) ଦିନ ମଧ୍ୟରେ ଲିଖିତ ଆକାରରେ ଜଣାଇବା ପାଇଁ ଅନୁରୋଧ କରାଯାଏ । [960,1041,1479,1078]
cda-subtitle: ଅଭିଳାଷୀୟ ଭବନ, ଲିଙ୍କ ରୋଡ୍, କଟକ – ୧୨ [1149,999,1326,1012]
tender-website[interactable]: www.sambalpur.nic.in (Website of district) [779,1509,974,1522]
optcl-ref-no: No. : Sr.GM(TP&C)/Publication/Gaz/08/593 [18,1512,179,1523]
optcl-contact: Tel. : 0674 - 2546353, FAX : 0674 - 2547261, E mail : sgm.tp@optcl.co.in [204,1498,496,1509]
cda-notice-6 [1123,1435,1487,1588]
cda-notice-heading: ସୂଚନା [1198,1283,1241,1305]
optcl-dated: Dated : 22.02.2013 [550,1512,622,1523]
steel-para: ସର୍ବବୃହତ୍ ଇସ୍ପାତ ଉତ୍ପାଦନକାରୀ ସଂସ୍ଥା ଷ୍ଟିଲ ଅଥରିଟି ଅଫ ଇଣ୍ଡିଆ ଲିମିଟେଡ୍ (ସେଲ୍) ଇସ୍ପାତ ମୂଲ୍ୟ ବୃଦ୍ଧି କରିଛି । ଟନ୍ ପ୍ରତି 500 ଟଙ୍କା ବୃଦ୍ଧି କରାଯାଇଛି ବୋଲି ସୂଚନା ମିଳିଛି । [10,786,135,868]
lead-bullets [10,325,138,406]
dreamliner-photo [1301,179,1487,329]
money-hands-photo [415,1010,590,1105]
arrest-para: ଏହି ନିୟମ 7 ବର୍ଷ ପର୍ଯ୍ୟନ୍ତ ଜେଲଦଣ୍ଡର ବ୍ୟବସ୍ଥା ରହିଛି । 1356ରୁ ଅଧିକ ମାମଲା ଏପର୍ଯ୍ୟନ୍ତ ନଥିଭୁକ୍ତ ହୋଇଛି । 91ଟି ମାମଲାରେ ଗିରଫଦାରି ହୋଇଛି । [724,1011,842,1093]
page-number-block [1246,15,1487,71]
topright-headline: ଏପ୍ରିଲରୁ ପୁଣି ଉଡ଼ିପାରେ ଡ୍ରିମ୍‌ଲାଇନର [1010,142,1394,170]
